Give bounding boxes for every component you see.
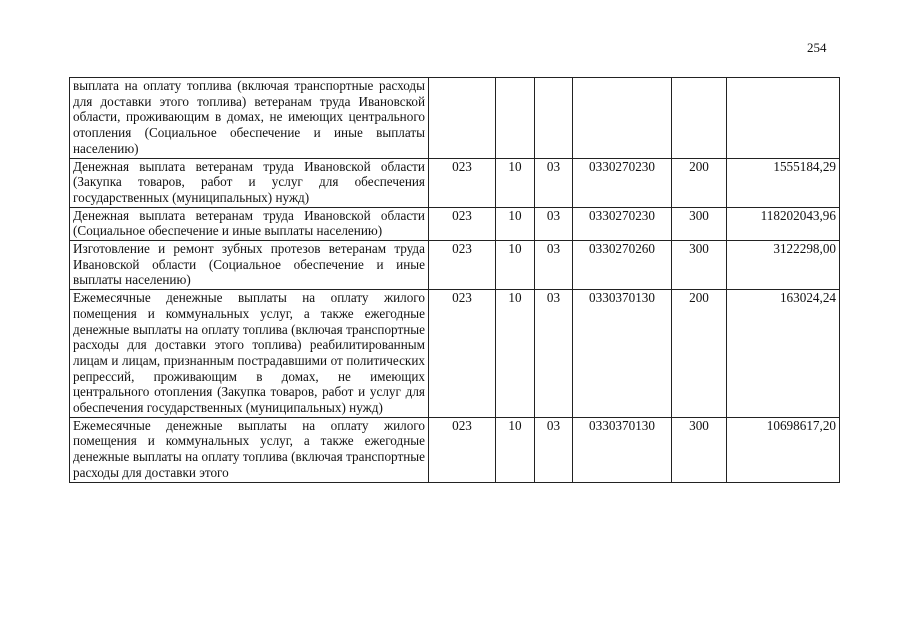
expense-type-code: 300 xyxy=(672,207,727,240)
row-description: Денежная выплата ветеранам труда Ивановской области (Социальное обеспечение и иные выплаты населению) xyxy=(70,207,429,240)
section-code: 10 xyxy=(496,290,535,418)
section-code: 10 xyxy=(496,158,535,207)
target-article-code: 0330270230 xyxy=(573,207,672,240)
expense-type-code: 200 xyxy=(672,158,727,207)
expense-type-code: 300 xyxy=(672,241,727,290)
table-row xyxy=(70,207,840,240)
target-article-code: 0330270230 xyxy=(573,158,672,207)
section-code: 10 xyxy=(496,417,535,482)
subsection-code: 03 xyxy=(535,207,573,240)
subsection-code: 03 xyxy=(535,417,573,482)
subsection-code: 03 xyxy=(535,241,573,290)
ministry-code: 023 xyxy=(429,417,496,482)
target-article-code xyxy=(573,78,672,159)
subsection-code: 03 xyxy=(535,158,573,207)
amount: 1555184,29 xyxy=(727,158,840,207)
row-description: выплата на оплату топлива (включая транспортные расходы для доставки этого топлива) ветеранам труда Ивановской области, проживающим в домах, не имеющих центрального отопления (Социальное обеспечение и иные выплаты населению) xyxy=(70,78,429,159)
ministry-code: 023 xyxy=(429,290,496,418)
subsection-code: 03 xyxy=(535,290,573,418)
table-row xyxy=(70,290,840,418)
subsection-code xyxy=(535,78,573,159)
section-code: 10 xyxy=(496,207,535,240)
ministry-code xyxy=(429,78,496,159)
expense-type-code: 300 xyxy=(672,417,727,482)
row-description: Ежемесячные денежные выплаты на оплату жилого помещения и коммунальных услуг, а также ежегодные денежные выплаты на оплату топлива (включая транспортные расходы для доставки этого xyxy=(70,417,429,482)
target-article-code: 0330370130 xyxy=(573,290,672,418)
table-row xyxy=(70,78,840,159)
table-row xyxy=(70,417,840,482)
amount: 3122298,00 xyxy=(727,241,840,290)
section-code xyxy=(496,78,535,159)
section-code: 10 xyxy=(496,241,535,290)
table-body xyxy=(70,78,840,483)
row-description: Изготовление и ремонт зубных протезов ветеранам труда Ивановской области (Социальное обеспечение и иные выплаты населению) xyxy=(70,241,429,290)
row-description: Денежная выплата ветеранам труда Ивановской области (Закупка товаров, работ и услуг для обеспечения государственных (муниципальных) нужд) xyxy=(70,158,429,207)
amount: 10698617,20 xyxy=(727,417,840,482)
budget-table xyxy=(69,77,840,483)
row-description: Ежемесячные денежные выплаты на оплату жилого помещения и коммунальных услуг, а также ежегодные денежные выплаты на оплату топлива (включая транспортные расходы для доставки этого топлива) реабилитированным лицам и лицам, признанным пострадавшими от политических репрессий, проживающим в домах, не имеющих центрального отопления (Закупка товаров, работ и услуг для обеспечения государственных (муниципальных) нужд) xyxy=(70,290,429,418)
ministry-code: 023 xyxy=(429,207,496,240)
expense-type-code: 200 xyxy=(672,290,727,418)
amount: 118202043,96 xyxy=(727,207,840,240)
table-row xyxy=(70,158,840,207)
ministry-code: 023 xyxy=(429,241,496,290)
table-row xyxy=(70,241,840,290)
target-article-code: 0330370130 xyxy=(573,417,672,482)
target-article-code: 0330270260 xyxy=(573,241,672,290)
ministry-code: 023 xyxy=(429,158,496,207)
page-number: 254 xyxy=(807,40,827,55)
amount: 163024,24 xyxy=(727,290,840,418)
amount xyxy=(727,78,840,159)
expense-type-code xyxy=(672,78,727,159)
